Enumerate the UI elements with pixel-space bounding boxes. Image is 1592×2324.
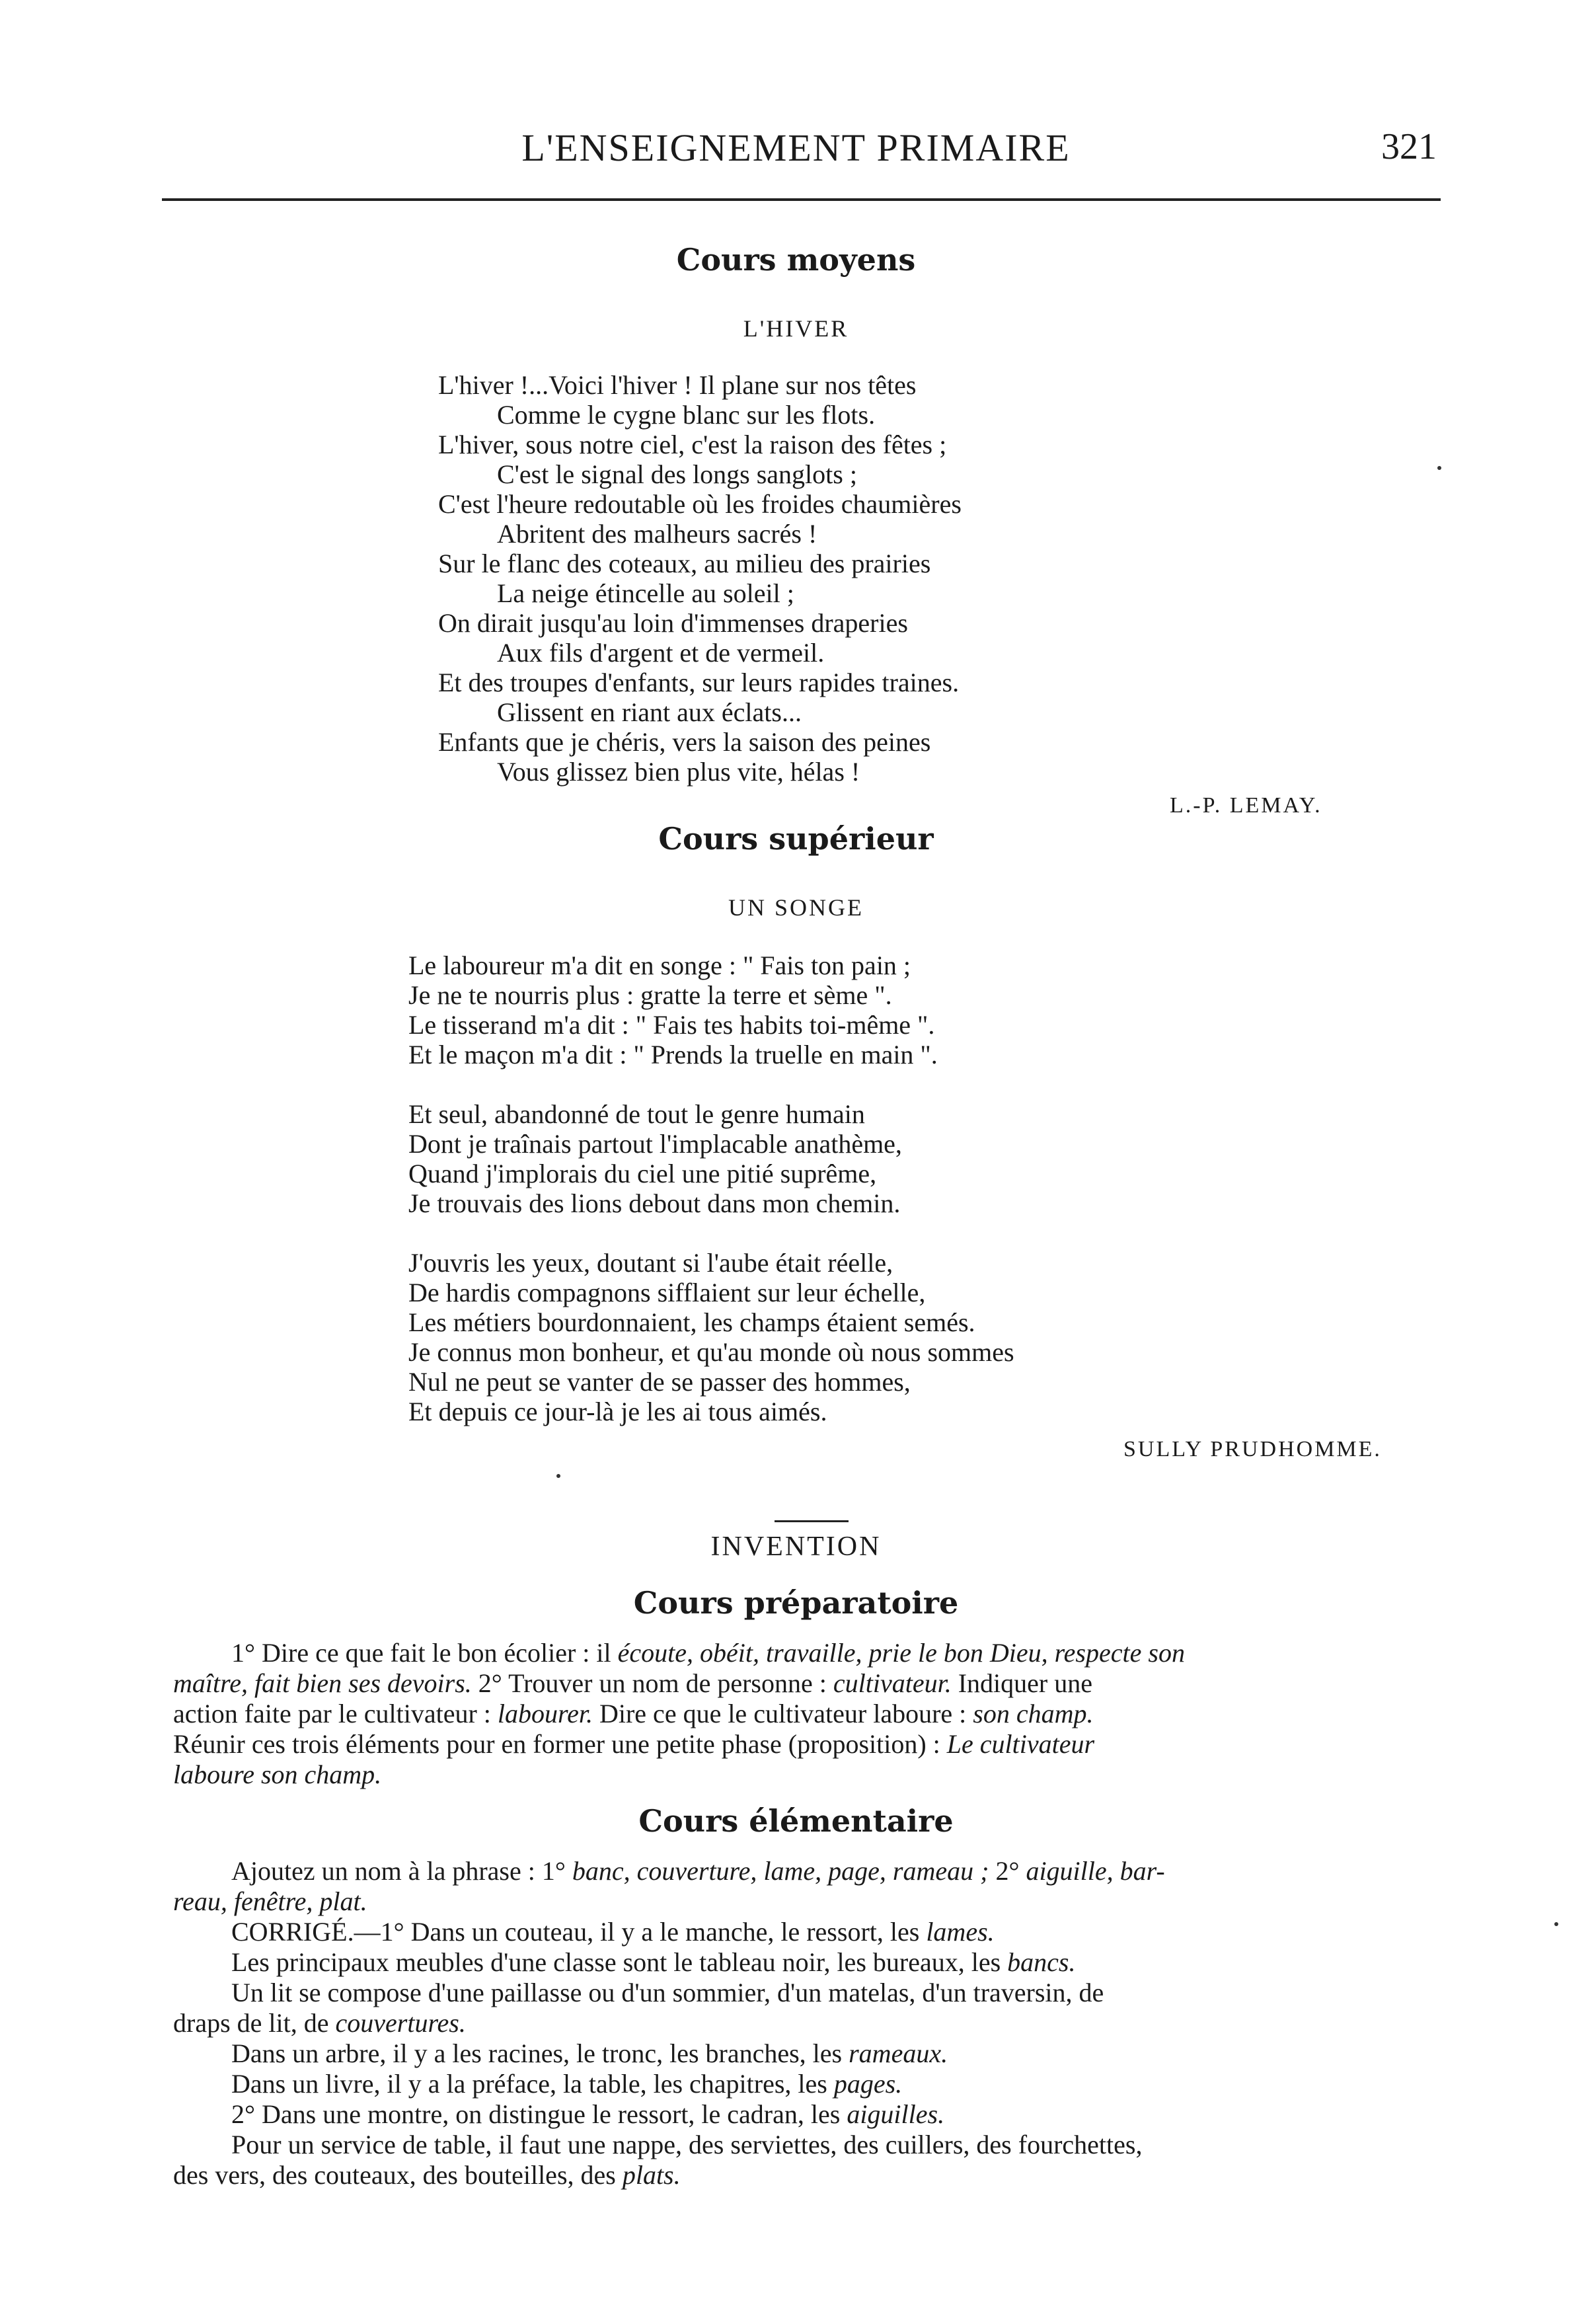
poem-line: Enfants que je chéris, vers la saison des peines xyxy=(438,727,931,757)
poem-line: Sur le flanc des coteaux, au milieu des prairies xyxy=(438,549,931,578)
prose-line xyxy=(231,2099,944,2130)
prose-line xyxy=(173,1699,1094,1729)
prose-line xyxy=(173,1886,367,1917)
print-speck xyxy=(1554,1922,1558,1926)
prose-text: 2° Trouver un nom de personne : xyxy=(471,1668,833,1698)
poem-line: L'hiver, sous notre ciel, c'est la raison des fêtes ; xyxy=(438,430,947,459)
poem-line: Dont je traînais partout l'implacable anathème, xyxy=(408,1129,902,1159)
poem-line: C'est le signal des longs sanglots ; xyxy=(497,459,857,489)
italic-answer: bancs. xyxy=(1007,1947,1076,1977)
prose-text: action faite par le cultivateur : xyxy=(173,1699,498,1728)
prose-text: Pour un service de table, il faut une nappe, des serviettes, des cuillers, des fourchettes, xyxy=(231,2130,1143,2159)
prose-text: des vers, des couteaux, des bouteilles, des xyxy=(173,2160,623,2190)
prose-line xyxy=(231,1978,1104,2008)
prose-line xyxy=(173,2008,466,2038)
italic-answer: aiguille, bar- xyxy=(1026,1856,1165,1886)
poem-line: Le tisserand m'a dit : " Fais tes habits toi-même ". xyxy=(408,1010,935,1040)
section-divider xyxy=(775,1520,849,1522)
poem-author-sully: SULLY PRUDHOMME. xyxy=(1123,1437,1382,1461)
italic-answer: banc, couverture, lame, page, rameau ; xyxy=(572,1856,989,1886)
poem-line: La neige étincelle au soleil ; xyxy=(497,578,794,608)
poem-line: Le laboureur m'a dit en songe : " Fais ton pain ; xyxy=(408,950,911,980)
prose-line xyxy=(173,1668,1092,1699)
poem-author-lemay: L.-P. LEMAY. xyxy=(1170,793,1322,818)
poem-line: Vous glissez bien plus vite, hélas ! xyxy=(497,757,860,787)
poem-line: Les métiers bourdonnaient, les champs étaient semés. xyxy=(408,1307,975,1337)
italic-answer: couvertures. xyxy=(335,2008,466,2038)
invention-title: INVENTION xyxy=(710,1531,882,1562)
print-speck xyxy=(556,1474,560,1478)
running-header-title: L'ENSEIGNEMENT PRIMAIRE xyxy=(521,126,1071,169)
poem-line: Et depuis ce jour-là je les ai tous aimés. xyxy=(408,1397,827,1426)
prose-line xyxy=(231,2130,1142,2160)
section-heading-moyens: Cours moyens xyxy=(676,242,916,278)
italic-answer: laboure son champ. xyxy=(173,1760,382,1789)
italic-answer: aiguilles. xyxy=(847,2099,945,2129)
prose-line xyxy=(231,2069,902,2099)
italic-answer: rameaux. xyxy=(849,2038,948,2068)
italic-answer: écoute, obéit, travaille, prie le bon Dieu, respecte son xyxy=(617,1638,1185,1668)
poem-line: De hardis compagnons sifflaient sur leur échelle, xyxy=(408,1278,926,1307)
section-heading-elementaire: Cours élémentaire xyxy=(638,1803,954,1839)
section-heading-preparatoire: Cours préparatoire xyxy=(633,1585,959,1621)
prose-text: Les principaux meubles d'une classe sont le tableau noir, les bureaux, les xyxy=(231,1947,1008,1977)
poem-line: Glissent en riant aux éclats... xyxy=(497,697,802,727)
prose-line xyxy=(173,2160,681,2190)
italic-answer: maître, fait bien ses devoirs. xyxy=(173,1668,472,1698)
poem-line: C'est l'heure redoutable où les froides chaumières xyxy=(438,489,962,519)
poem-line: Je connus mon bonheur, et qu'au monde où nous sommes xyxy=(408,1337,1014,1367)
italic-answer: son champ. xyxy=(973,1699,1094,1728)
poem-line: Aux fils d'argent et de vermeil. xyxy=(497,638,825,668)
prose-text: Réunir ces trois éléments pour en former une petite phase (proposition) : xyxy=(173,1729,947,1759)
poem-line: Comme le cygne blanc sur les flots. xyxy=(497,400,876,430)
poem-line: Nul ne peut se vanter de se passer des hommes, xyxy=(408,1367,911,1397)
prose-text: Indiquer une xyxy=(951,1668,1092,1698)
poem-title-songe: UN SONGE xyxy=(728,894,864,921)
poem-line: L'hiver !...Voici l'hiver ! Il plane sur nos têtes xyxy=(438,370,917,400)
prose-text: Dire ce que le cultivateur laboure : xyxy=(592,1699,973,1728)
prose-line xyxy=(231,2038,948,2069)
italic-answer: labourer. xyxy=(497,1699,593,1728)
poem-line: Abritent des malheurs sacrés ! xyxy=(497,519,817,549)
poem-title-hiver: L'HIVER xyxy=(743,315,849,342)
prose-text: 1° Dire ce que fait le bon écolier : il xyxy=(231,1638,618,1668)
italic-answer: pages. xyxy=(833,2069,903,2099)
prose-line xyxy=(231,1917,995,1947)
italic-answer: plats. xyxy=(622,2160,681,2190)
italic-answer: lames. xyxy=(926,1917,995,1947)
poem-line: Et seul, abandonné de tout le genre humain xyxy=(408,1099,865,1129)
prose-line xyxy=(231,1638,1185,1668)
prose-text: draps de lit, de xyxy=(173,2008,336,2038)
prose-text: 2° Dans une montre, on distingue le ressort, le cadran, les xyxy=(231,2099,847,2129)
prose-line xyxy=(231,1947,1075,1978)
page-number: 321 xyxy=(1381,126,1437,167)
section-heading-superieur: Cours supérieur xyxy=(658,821,934,857)
prose-line xyxy=(173,1729,1094,1760)
poem-line: On dirait jusqu'au loin d'immenses draperies xyxy=(438,608,908,638)
prose-text: Dans un livre, il y a la préface, la table, les chapitres, les xyxy=(231,2069,834,2099)
poem-line: Et le maçon m'a dit : " Prends la truelle en main ". xyxy=(408,1040,938,1069)
prose-line xyxy=(173,1760,381,1790)
prose-line xyxy=(231,1856,1165,1886)
italic-answer: reau, fenêtre, plat. xyxy=(173,1886,367,1916)
prose-text: CORRIGÉ.—1° Dans un couteau, il y a le manche, le ressort, les xyxy=(231,1917,927,1947)
poem-line: Et des troupes d'enfants, sur leurs rapides traines. xyxy=(438,668,960,697)
header-rule xyxy=(162,198,1441,201)
poem-line: Je trouvais des lions debout dans mon chemin. xyxy=(408,1188,901,1218)
poem-line: J'ouvris les yeux, doutant si l'aube était réelle, xyxy=(408,1248,893,1278)
prose-text: Un lit se compose d'une paillasse ou d'un sommier, d'un matelas, d'un traversin, de xyxy=(231,1978,1104,2007)
poem-line: Quand j'implorais du ciel une pitié suprême, xyxy=(408,1159,877,1188)
print-speck xyxy=(1437,466,1441,470)
italic-answer: Le cultivateur xyxy=(946,1729,1095,1759)
prose-text: 2° xyxy=(989,1856,1026,1886)
poem-line: Je ne te nourris plus : gratte la terre et sème ". xyxy=(408,980,892,1010)
prose-text: Dans un arbre, il y a les racines, le tronc, les branches, les xyxy=(231,2038,849,2068)
italic-answer: cultivateur. xyxy=(833,1668,952,1698)
prose-text: Ajoutez un nom à la phrase : 1° xyxy=(231,1856,572,1886)
